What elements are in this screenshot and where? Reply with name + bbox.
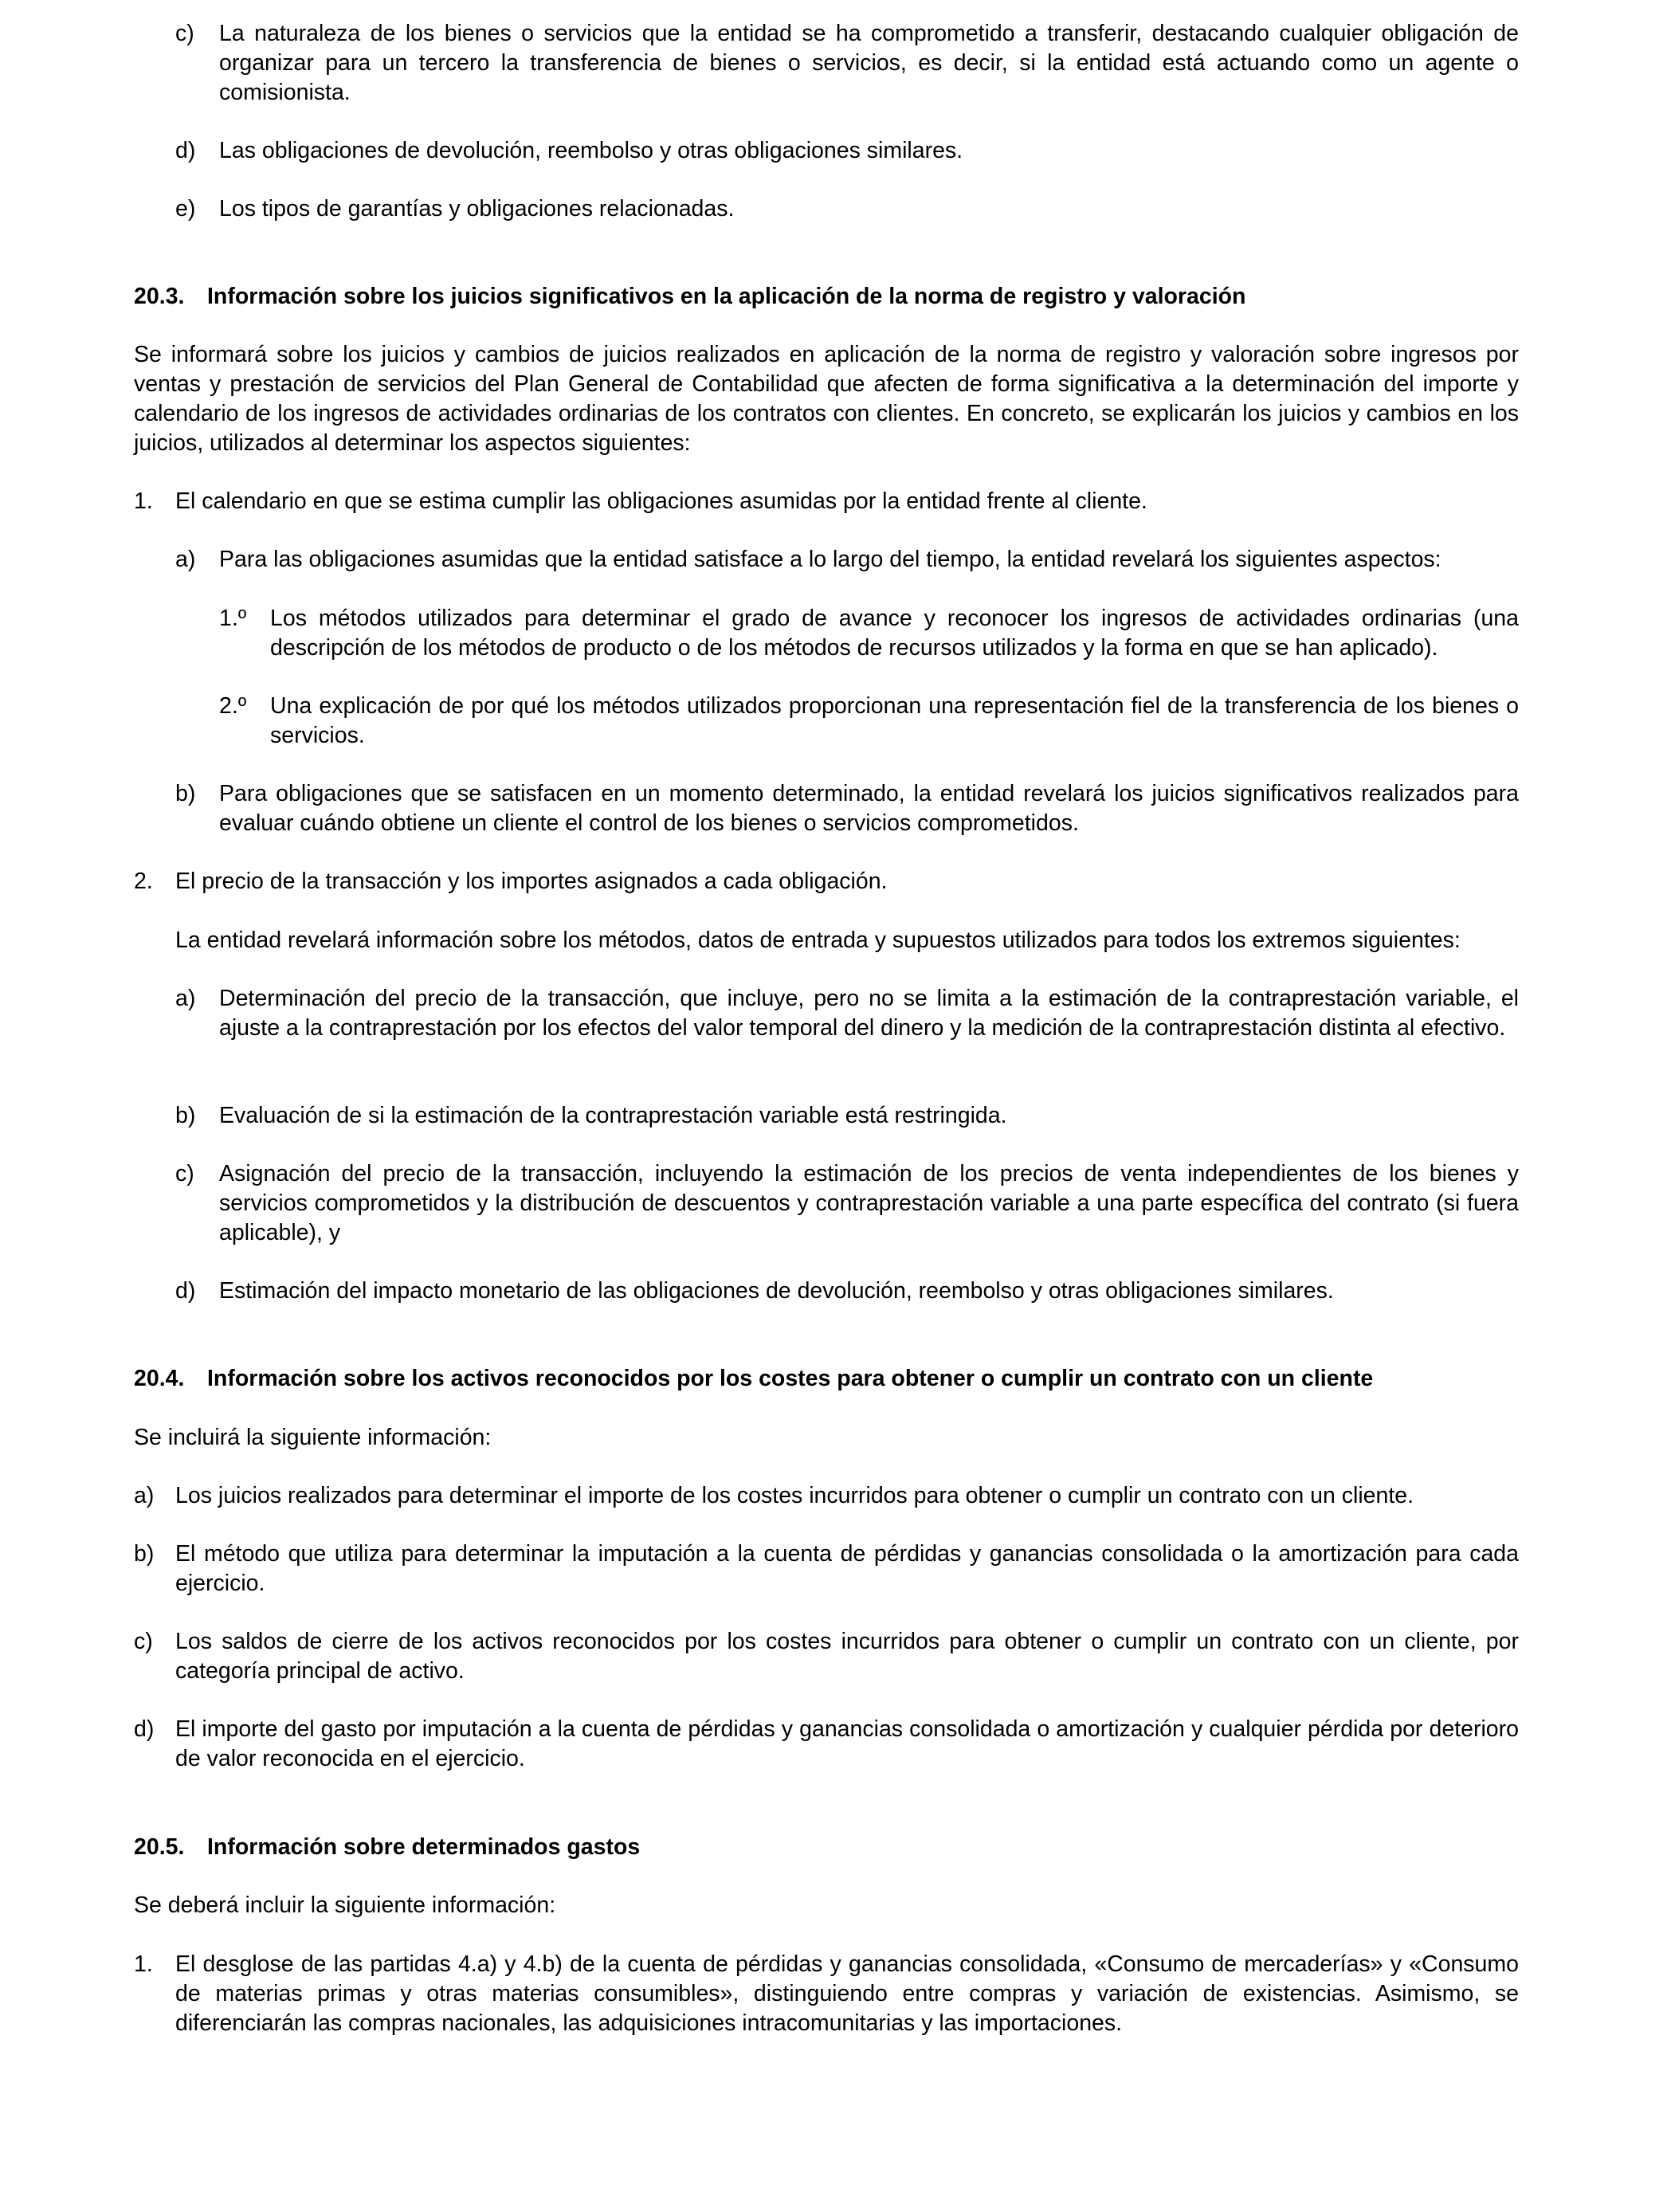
list-item-text: Los métodos utilizados para determinar el grado de avance y reconocer los ingresos de actividades ordinarias (una descripción de los métodos de producto o de los métodos de recursos utilizados y la forma en que se han aplicado). (270, 606, 1519, 661)
section-number: 20.5. (134, 1834, 185, 1860)
list-item-text: Los saldos de cierre de los activos reconocidos por los costes incurridos para obtener o cumplir un contrato con un cliente, por categoría principal de activo. (175, 1629, 1519, 1684)
list-marker: a) (175, 547, 196, 572)
list-marker: 2.º (219, 693, 247, 719)
list-item-text: Asignación del precio de la transacción, incluyendo la estimación de los precios de venta independientes de los bienes y servicios comprometidos y la distribución de descuentos y contraprestación variable a una parte específica del contrato (si fuera aplicable), y (219, 1161, 1519, 1245)
list-marker: 1. (134, 488, 153, 514)
list-marker: d) (175, 1278, 196, 1304)
section-intro: Se informará sobre los juicios y cambios de juicios realizados en aplicación de la norma de registro y valoración sobre ingresos por ventas y prestación de servicios del Plan General de Contabilidad que afecten de forma significativa a la determinación del importe y calendario de los ingresos de actividades ordinarias de los contratos con clientes. En concreto, se explicarán los juicios y cambios en los juicios, utilizados al determinar los aspectos siguientes: (134, 342, 1519, 456)
section-number: 20.3. (134, 284, 185, 309)
list-marker: c) (175, 21, 194, 46)
section-number: 20.4. (134, 1366, 185, 1391)
section-heading: Información sobre determinados gastos (207, 1834, 641, 1860)
list-item-text: El importe del gasto por imputación a la cuenta de pérdidas y ganancias consolidada o amortización y cualquier pérdida por deterioro de valor reconocida en el ejercicio. (175, 1716, 1519, 1771)
section-intro: Se deberá incluir la siguiente información: (134, 1892, 556, 1918)
list-marker: 1.º (219, 606, 247, 631)
list-marker: c) (134, 1629, 153, 1654)
list-marker: 2. (134, 869, 153, 894)
list-item-text: El calendario en que se estima cumplir las obligaciones asumidas por la entidad frente al cliente. (175, 488, 1147, 514)
list-item-text: Las obligaciones de devolución, reembolso y otras obligaciones similares. (219, 138, 963, 163)
list-marker: a) (134, 1483, 155, 1508)
list-marker: b) (134, 1541, 155, 1567)
list-item-text: Una explicación de por qué los métodos utilizados proporcionan una representación fiel de la transferencia de los bienes o servicios. (270, 693, 1519, 748)
list-item-text: El desglose de las partidas 4.a) y 4.b) de la cuenta de pérdidas y ganancias consolidada, «Consumo de mercaderías» y «Consumo de materias primas y otras materias consumibles», distinguiendo entre compras y variación de existencias. Asimismo, se diferenciarán las compras nacionales, las adquisiciones intracomunitarias y las importaciones. (175, 1951, 1519, 2036)
paragraph: La entidad revelará información sobre los métodos, datos de entrada y supuestos utilizados para todos los extremos siguientes: (175, 928, 1461, 953)
list-marker: b) (175, 1103, 196, 1128)
list-marker: d) (134, 1716, 155, 1742)
list-item-text: Determinación del precio de la transacción, que incluye, pero no se limita a la estimación de la contraprestación variable, el ajuste a la contraprestación por los efectos del valor temporal del dinero y la medición de la contraprestación distinta al efectivo. (219, 986, 1519, 1041)
list-item-text: La naturaleza de los bienes o servicios que la entidad se ha comprometido a transferir, destacando cualquier obligación de organizar para un tercero la transferencia de bienes o servicios, es decir, si la entidad está actuando como un agente o comisionista. (219, 21, 1519, 105)
section-intro: Se incluirá la siguiente información: (134, 1425, 492, 1450)
list-item-text: Los tipos de garantías y obligaciones relacionadas. (219, 196, 735, 222)
list-marker: a) (175, 986, 196, 1011)
list-item-text: Los juicios realizados para determinar el importe de los costes incurridos para obtener o cumplir un contrato con un cliente. (175, 1483, 1414, 1508)
list-item-text: El método que utiliza para determinar la imputación a la cuenta de pérdidas y ganancias consolidada o la amortización para cada ejercicio. (175, 1541, 1519, 1596)
section-heading: Información sobre los activos reconocidos por los costes para obtener o cumplir un contrato con un cliente (207, 1366, 1374, 1391)
list-item-text: Estimación del impacto monetario de las obligaciones de devolución, reembolso y otras obligaciones similares. (219, 1278, 1334, 1304)
list-item-text: Para las obligaciones asumidas que la entidad satisface a lo largo del tiempo, la entidad revelará los siguientes aspectos: (219, 547, 1441, 572)
list-item-text: El precio de la transacción y los importes asignados a cada obligación. (175, 869, 888, 894)
list-marker: e) (175, 196, 196, 222)
list-marker: d) (175, 138, 196, 163)
list-marker: c) (175, 1161, 194, 1186)
section-heading: Información sobre los juicios significativos en la aplicación de la norma de registro y valoración (207, 284, 1246, 309)
list-marker: b) (175, 781, 196, 806)
list-item-text: Evaluación de si la estimación de la contraprestación variable está restringida. (219, 1103, 1007, 1128)
list-marker: 1. (134, 1951, 153, 1977)
list-item-text: Para obligaciones que se satisfacen en un momento determinado, la entidad revelará los juicios significativos realizados para evaluar cuándo obtiene un cliente el control de los bienes o servicios comprometidos. (219, 781, 1519, 836)
